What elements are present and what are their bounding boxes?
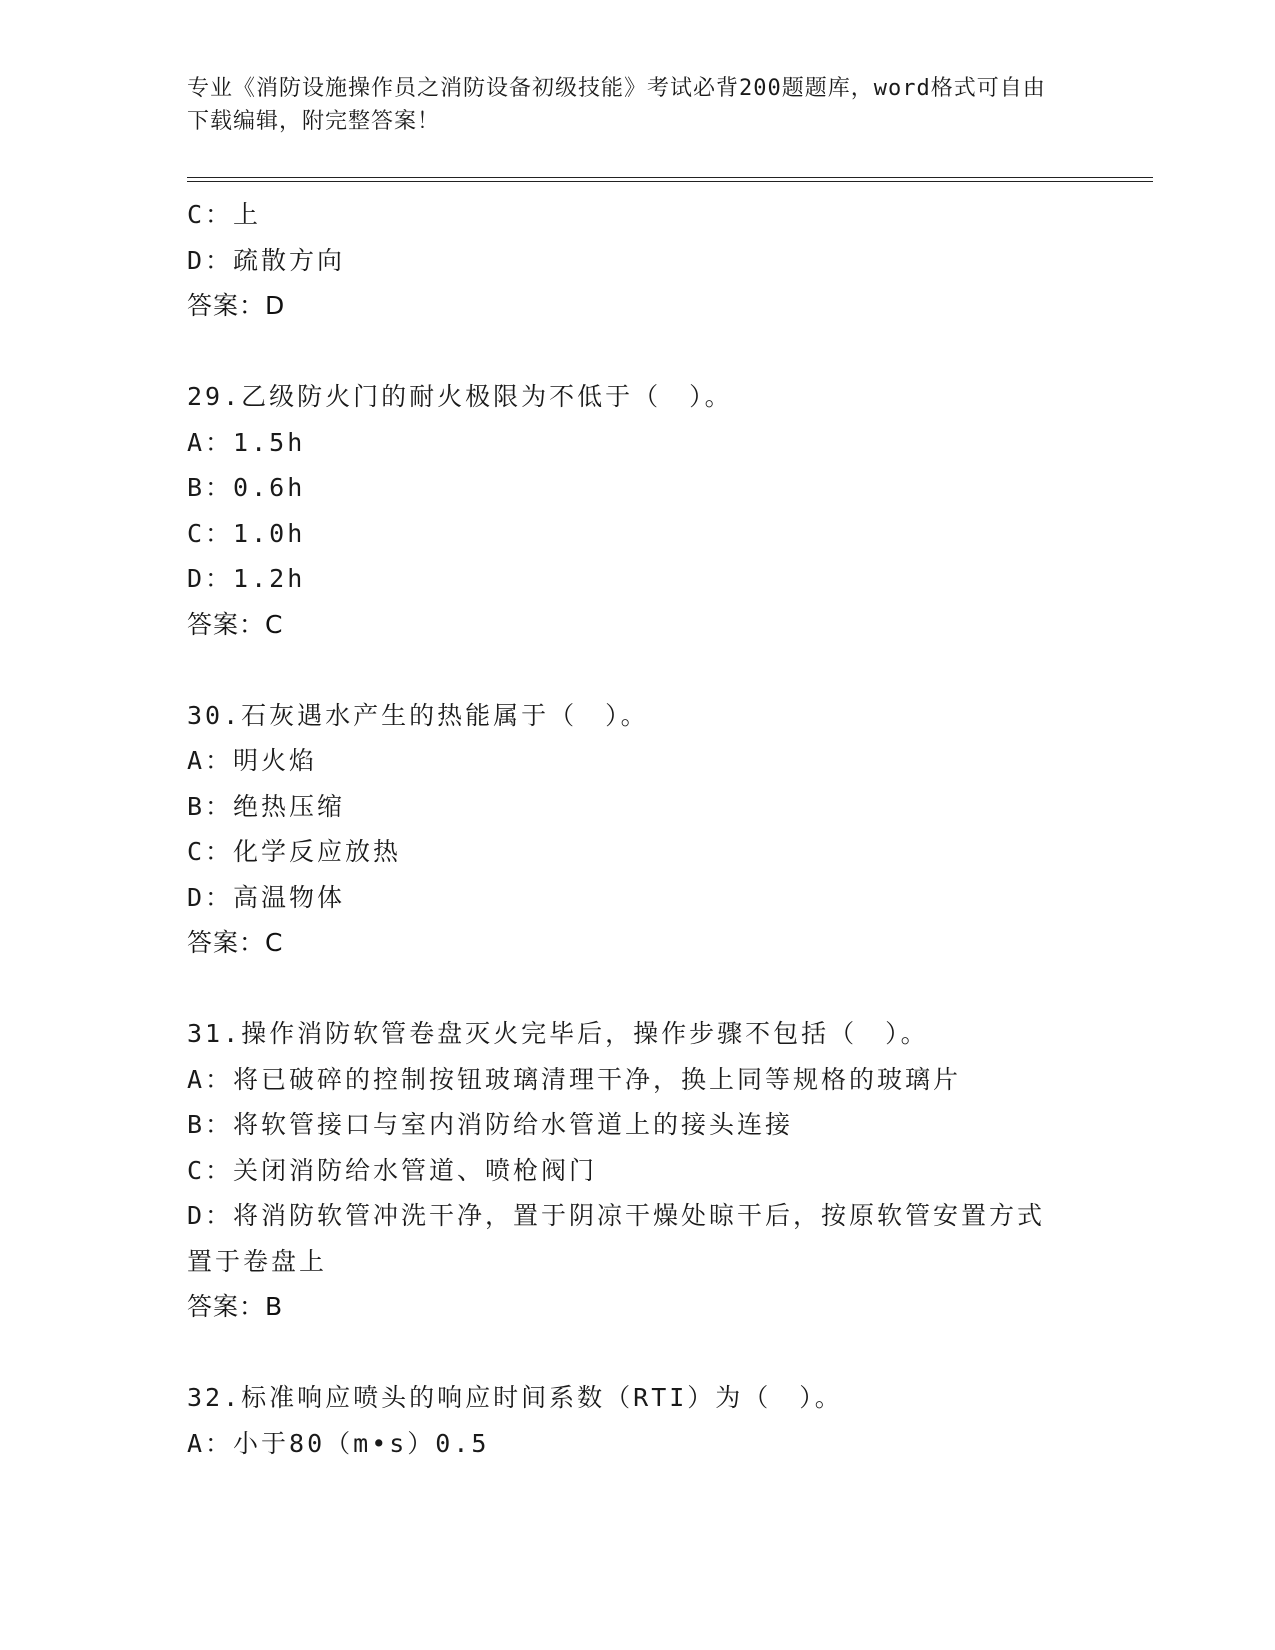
question-31	[187, 1011, 1087, 1330]
question-30	[187, 693, 1087, 966]
spacer	[187, 647, 1087, 693]
option-a: A：将已破碎的控制按钮玻璃清理干净，换上同等规格的玻璃片	[187, 1064, 962, 1094]
document-header: 专业《消防设施操作员之消防设备初级技能》考试必背200题题库，word格式可自由下载编辑，附完整答案！	[187, 76, 1046, 134]
option-c: C：1.0h	[187, 518, 306, 548]
option-c: C：化学反应放热	[187, 837, 402, 866]
spacer	[187, 1330, 1087, 1376]
option-c: C：上	[187, 200, 262, 229]
spacer	[187, 966, 1087, 1012]
answer-line: 答案：C	[187, 928, 284, 957]
answer-line: 答案：C	[187, 609, 284, 639]
question-29	[187, 374, 1087, 647]
question-stem: 30.石灰遇水产生的热能属于（ ）。	[187, 700, 649, 730]
spacer	[187, 329, 1087, 375]
option-c: C：关闭消防给水管道、喷枪阀门	[187, 1155, 598, 1185]
option-d: D：高温物体	[187, 882, 346, 912]
header-divider	[187, 177, 1153, 182]
question-stem: 31.操作消防软管卷盘灭火完毕后，操作步骤不包括（ ）。	[187, 1019, 929, 1048]
option-d: D：1.2h	[187, 564, 306, 593]
answer-line: 答案：D	[187, 291, 286, 320]
option-a: A：1.5h	[187, 427, 306, 457]
question-stem: 32.标准响应喷头的响应时间系数（RTI）为（ ）。	[187, 1383, 843, 1412]
answer-line: 答案：B	[187, 1292, 284, 1321]
question-stem: 29.乙级防火门的耐火极限为不低于（ ）。	[187, 382, 733, 411]
option-b: B：绝热压缩	[187, 791, 346, 821]
option-b: B：将软管接口与室内消防给水管道上的接头连接	[187, 1110, 794, 1139]
option-a: A：明火焰	[187, 746, 318, 775]
option-a: A：小于80（m•s）0.5	[187, 1428, 490, 1458]
question-32	[187, 1375, 1087, 1466]
question-continuation	[187, 192, 1087, 329]
question-list	[187, 192, 1087, 1466]
option-d: D：疏散方向	[187, 245, 346, 275]
option-d: D：将消防软管冲洗干净，置于阴凉干燥处晾干后，按原软管安置方式置于卷盘上	[187, 1201, 1046, 1276]
option-b: B：0.6h	[187, 473, 306, 502]
